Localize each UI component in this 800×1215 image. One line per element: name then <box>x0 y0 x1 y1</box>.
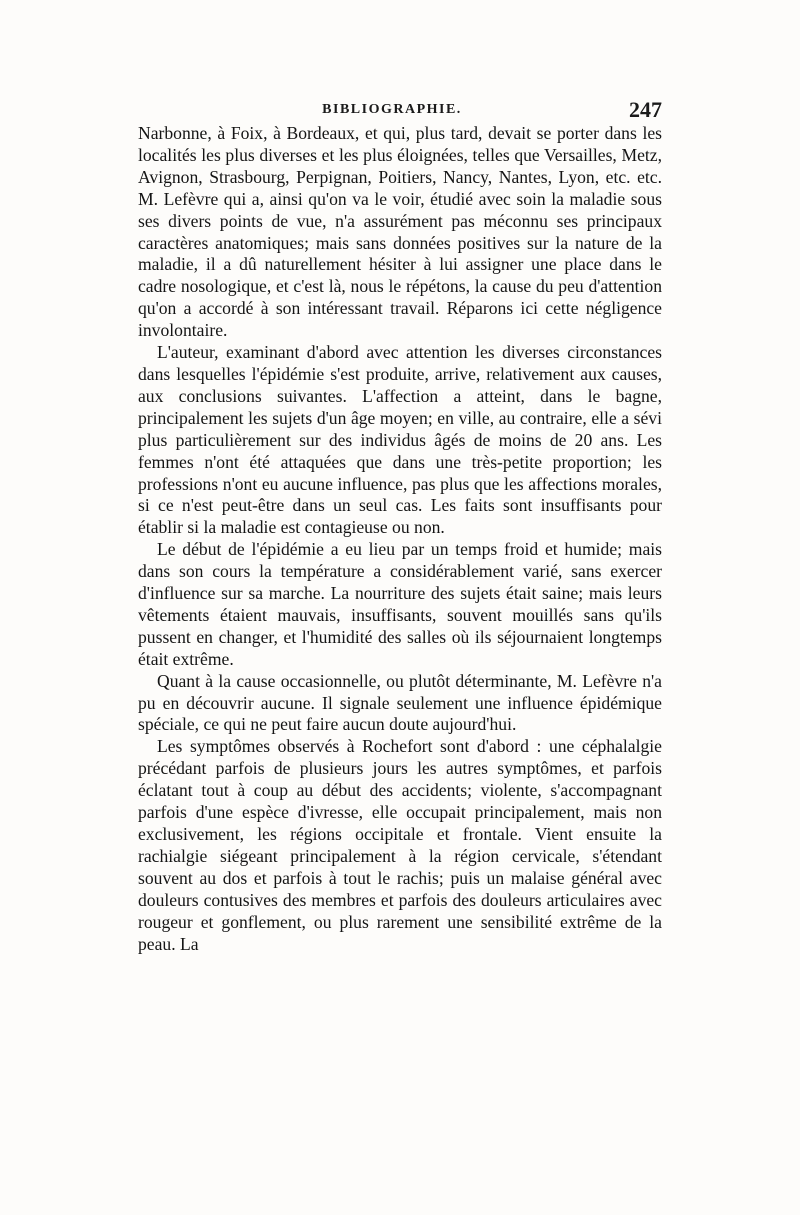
page-number: 247 <box>629 97 662 122</box>
paragraph: Narbonne, à Foix, à Bordeaux, et qui, plus tard, devait se porter dans les localités les plus diverses et les plus éloignées, telles que Versailles, Metz, Avignon, Strasbourg, Perpignan, Poitiers, Nancy, Nantes, Lyon, etc. etc. M. Lefèvre qui a, ainsi qu'on va le voir, étudié avec soin la maladie sous ses divers points de vue, n'a assurément pas méconnu ses principaux caractères anatomiques; mais sans données positives sur la nature de la maladie, il a dû naturellement hésiter à lui assigner une place dans le cadre nosologique, et c'est là, nous le répétons, la cause du peu d'attention qu'on a accordé à son intéressant travail. Réparons ici cette négligence involontaire. <box>138 123 662 341</box>
paragraph: Quant à la cause occasionnelle, ou plutôt déterminante, M. Lefèvre n'a pu en découvrir aucune. Il signale seulement une influence épidémique spéciale, ce qui ne peut faire aucun doute aujourd'hui. <box>138 670 662 735</box>
paragraph: Le début de l'épidémie a eu lieu par un temps froid et humide; mais dans son cours la température a considérablement varié, sans exercer d'influence sur sa marche. La nourriture des sujets était saine; mais leurs vêtements étaient mauvais, insuffisants, souvent mouillés sans qu'ils pussent en changer, et l'humidité des salles où ils séjournaient longtemps était extrême. <box>138 539 662 669</box>
body-text <box>138 123 662 955</box>
paragraph: L'auteur, examinant d'abord avec attention les diverses circonstances dans lesquelles l'épidémie s'est produite, arrive, relativement aux causes, aux conclusions suivantes. L'affection a atteint, dans le bagne, principalement les sujets d'un âge moyen; en ville, au contraire, elle a sévi plus particulièrement sur des individus âgés de moins de 20 ans. Les femmes n'ont été attaquées que dans une très-petite proportion; les professions n'ont eu aucune influence, pas plus que les affections morales, si ce n'est peut-être dans un seul cas. Les faits sont insuffisants pour établir si la maladie est contagieuse ou non. <box>138 342 662 538</box>
running-head: BIBLIOGRAPHIE. <box>322 102 462 117</box>
paragraph: Les symptômes observés à Rochefort sont d'abord : une céphalalgie précédant parfois de plusieurs jours les autres symptômes, et parfois éclatant tout à coup au début des accidents; violente, s'accompagnant parfois d'une espèce d'ivresse, elle occupait principalement, mais non exclusivement, les régions occipitale et frontale. Vient ensuite la rachialgie siégeant principalement à la région cervicale, s'étendant souvent au dos et parfois à tout le rachis; puis un malaise général avec douleurs contusives des membres et parfois des douleurs articulaires avec rougeur et gonflement, ou plus rarement une sensibilité extrême de la peau. La <box>138 736 662 954</box>
page-header <box>138 98 662 124</box>
